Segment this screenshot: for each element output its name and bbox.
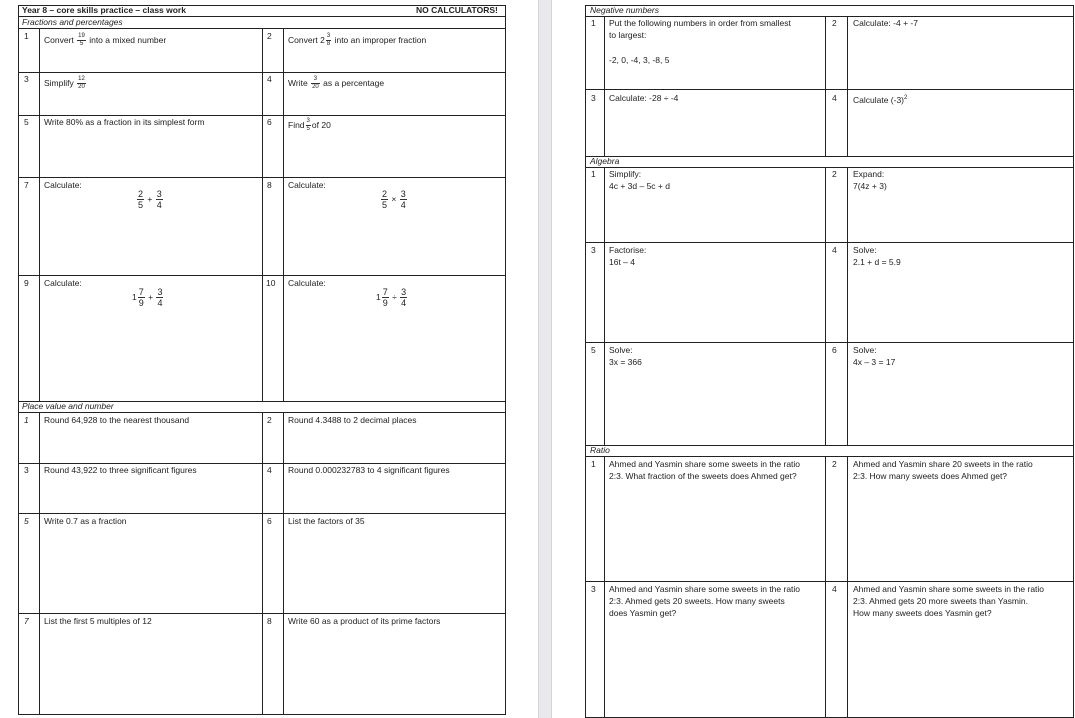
question-text: Round 0.000232783 to 4 significant figures xyxy=(288,465,450,475)
worksheet-page-right xyxy=(552,0,1075,718)
question-text: 2.1 + d = 5.9 xyxy=(853,257,901,267)
question-number: 1 xyxy=(591,169,596,179)
question-text: Write 0.7 as a fraction xyxy=(44,516,127,526)
question-number: 2 xyxy=(832,18,837,28)
question-text: How many sweets does Yasmin get? xyxy=(853,608,992,618)
question-number: 2 xyxy=(832,169,837,179)
question-number: 3 xyxy=(24,465,29,475)
operator: + xyxy=(148,291,154,302)
question-number: 5 xyxy=(591,345,596,355)
question-text: Calculate $(-3)^2$ xyxy=(853,94,908,105)
section-algebra: Algebra xyxy=(590,156,620,166)
question-text: Round 43,922 to three significant figures xyxy=(44,465,197,475)
question-text: Solve: xyxy=(853,345,877,355)
fraction: $\frac{3}{4}$ xyxy=(157,287,163,308)
fraction: $\frac{2}{5}$ xyxy=(382,189,388,210)
question-number: 2 xyxy=(832,459,837,469)
question-number: 1 xyxy=(24,31,29,41)
operator: × xyxy=(391,193,397,204)
section-place-value: Place value and number xyxy=(22,401,114,411)
fraction-expression: 1 $\frac{7}{9}$ ÷ $\frac{3}{4}$ xyxy=(376,287,407,308)
fraction: $\frac{3}{20}$ xyxy=(312,76,319,90)
fraction-expression xyxy=(380,189,408,210)
question-text: List the factors of 35 xyxy=(288,516,365,526)
worksheet-title: Year 8 – core skills practice – class work xyxy=(22,5,186,15)
question-text: 2:3. What fraction of the sweets does Ahmed get? xyxy=(609,471,797,481)
question-text: Solve: xyxy=(853,245,877,255)
question-number: 3 xyxy=(24,74,29,84)
question-text: 16t – 4 xyxy=(609,257,635,267)
question-text: Convert 2 $\frac{3}{8}$ into an improper fraction xyxy=(288,33,427,47)
question-text: 2:3. Ahmed gets 20 sweets. How many sweets xyxy=(609,596,785,606)
question-number: 8 xyxy=(267,616,272,626)
question-number: 6 xyxy=(832,345,837,355)
question-number: 6 xyxy=(267,117,272,127)
section-negative-numbers: Negative numbers xyxy=(590,5,659,15)
question-text: 7(4z + 3) xyxy=(853,181,887,191)
question-number: 6 xyxy=(267,516,272,526)
exponent: 2 xyxy=(904,95,908,101)
question-text: Write 60 as a product of its prime factors xyxy=(288,616,441,626)
question-text: Simplify $\frac{12}{20}$ xyxy=(44,76,85,90)
question-number: 4 xyxy=(267,465,272,475)
question-text: Ahmed and Yasmin share some sweets in the ratio xyxy=(609,584,801,594)
question-text: Round 4.3488 to 2 decimal places xyxy=(288,415,417,425)
question-label: Calculate: xyxy=(44,278,82,288)
question-number: 10 xyxy=(266,278,276,288)
operator: + xyxy=(147,193,153,204)
question-text: Simplify: xyxy=(609,169,642,179)
question-text: Ahmed and Yasmin share some sweets in the ratio xyxy=(609,459,801,469)
question-number: 3 xyxy=(591,245,596,255)
question-text: Find $\frac{3}{5}$ of 20 xyxy=(288,118,331,132)
question-number: 2 xyxy=(267,415,272,425)
fraction-expression: 1 $\frac{7}{9}$ + $\frac{3}{4}$ xyxy=(132,287,163,308)
question-label: Calculate: xyxy=(288,278,326,288)
question-text: 4c + 3d – 5c + d xyxy=(609,181,670,191)
question-number: 9 xyxy=(24,278,29,288)
question-text: -2, 0, -4, 3, -8, 5 xyxy=(609,55,670,65)
question-text: Put the following numbers in order from smallest xyxy=(609,18,791,28)
question-text: 2:3. How many sweets does Ahmed get? xyxy=(853,471,1008,481)
fraction: $\frac{3}{4}$ xyxy=(156,189,162,210)
question-label: Calculate: xyxy=(288,180,326,190)
question-number: 4 xyxy=(832,245,837,255)
fraction: $\frac{7}{9}$ xyxy=(382,287,388,308)
no-calculators-label: NO CALCULATORS! xyxy=(416,5,498,15)
question-text: Ahmed and Yasmin share some sweets in the ratio xyxy=(853,584,1045,594)
fraction: $\frac{3}{4}$ xyxy=(401,287,407,308)
question-text: 2:3. Ahmed gets 20 more sweets than Yasmin. xyxy=(853,596,1028,606)
question-text: Expand: xyxy=(853,169,885,179)
section-fractions-percentages: Fractions and percentages xyxy=(22,17,123,27)
question-text: Solve: xyxy=(609,345,633,355)
operator: ÷ xyxy=(392,291,397,302)
question-number: 4 xyxy=(832,93,837,103)
fraction: $\frac{19}{5}$ xyxy=(78,33,85,47)
question-text: Write 80% as a fraction in its simplest form xyxy=(44,117,205,127)
page-gap xyxy=(538,0,552,718)
fraction: $\frac{2}{5}$ xyxy=(138,189,144,210)
question-number: 4 xyxy=(832,584,837,594)
question-text: List the first 5 multiples of 12 xyxy=(44,616,152,626)
question-text: Round 64,928 to the nearest thousand xyxy=(44,415,190,425)
question-text: Convert $\frac{19}{5}$ into a mixed number xyxy=(44,33,167,47)
fraction: $\frac{3}{4}$ xyxy=(400,189,406,210)
question-label: Calculate: xyxy=(44,180,82,190)
question-text: to largest: xyxy=(609,30,647,40)
question-number: 8 xyxy=(267,180,272,190)
question-number: 1 xyxy=(24,415,29,425)
question-text: Write $\frac{3}{20}$ as a percentage xyxy=(288,76,385,90)
question-text: 3x = 366 xyxy=(609,357,642,367)
question-number: 1 xyxy=(591,459,596,469)
question-number: 7 xyxy=(24,616,29,626)
question-text: does Yasmin get? xyxy=(609,608,677,618)
fraction: $\frac{12}{20}$ xyxy=(78,76,85,90)
question-number: 2 xyxy=(267,31,272,41)
question-number: 3 xyxy=(591,93,596,103)
question-text: Calculate: -4 + -7 xyxy=(853,18,918,28)
question-number: 3 xyxy=(591,584,596,594)
fraction-expression xyxy=(136,189,164,210)
fraction: $\frac{7}{9}$ xyxy=(138,287,144,308)
question-number: 7 xyxy=(24,180,29,190)
question-text: Ahmed and Yasmin share 20 sweets in the ratio xyxy=(853,459,1033,469)
section-ratio: Ratio xyxy=(590,445,610,455)
question-number: 5 xyxy=(24,117,29,127)
question-number: 4 xyxy=(267,74,272,84)
question-text: Factorise: xyxy=(609,245,647,255)
question-text: 4x – 3 = 17 xyxy=(853,357,896,367)
question-number: 5 xyxy=(24,516,29,526)
question-text: Calculate: -28 ÷ -4 xyxy=(609,93,679,103)
question-number: 1 xyxy=(591,18,596,28)
fraction: $\frac{3}{8}$ xyxy=(326,33,331,47)
fraction: $\frac{3}{5}$ xyxy=(306,118,310,132)
